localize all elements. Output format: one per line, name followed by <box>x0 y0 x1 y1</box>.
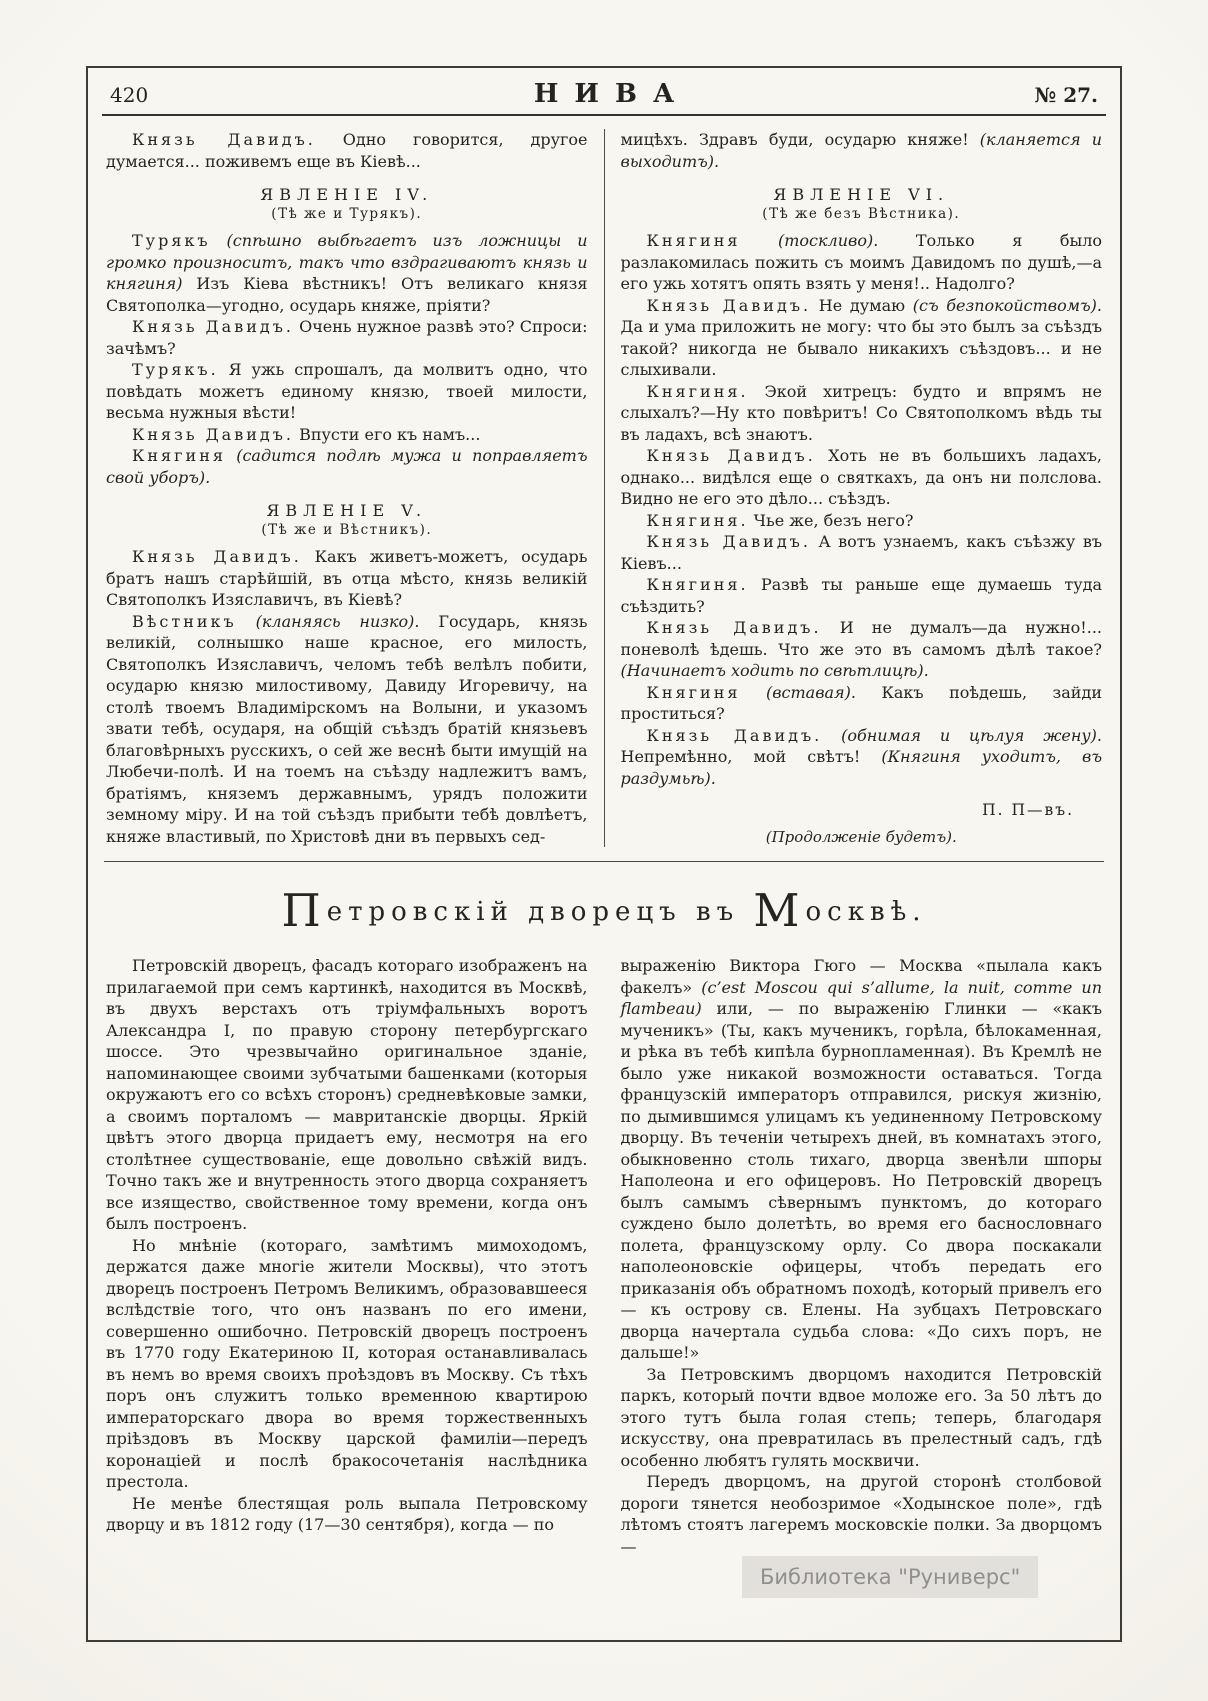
text-run: Не думаю <box>811 295 913 315</box>
play-section <box>102 116 1106 847</box>
speech-paragraph <box>106 129 588 172</box>
character-name: Княгиня <box>646 231 741 250</box>
text-run: Какъ поѣдешь, зайди проститься? <box>620 682 1102 723</box>
article-paragraph <box>621 1471 1103 1557</box>
character-name: Княгиня. <box>646 381 749 401</box>
speech-paragraph <box>106 316 588 359</box>
scene-cast-list: (Тѣ же и Турякъ). <box>271 206 423 222</box>
play-column-left <box>102 129 604 847</box>
text-run: За Петровскимъ дворцомъ находится Петровскій паркъ, который почти вдвое моложе его. За 50 лѣтъ до этого тутъ была голая степь; теперь, благодаря искусству, она превратилась въ прелестный садъ, гдѣ особенно любятъ гулять москвичи. <box>620 1364 1102 1470</box>
speech-paragraph <box>106 611 588 848</box>
article-section <box>102 953 1106 1557</box>
speech-paragraph <box>621 129 1103 172</box>
speech-paragraph <box>621 574 1103 617</box>
speech-paragraph <box>106 546 588 611</box>
speech-paragraph <box>621 445 1103 510</box>
character-name: Князь Давидъ. <box>646 532 811 551</box>
speech-paragraph <box>621 295 1103 381</box>
page-number: 420 <box>110 83 149 107</box>
article-paragraph <box>106 1235 588 1493</box>
scene-cast-list: (Тѣ же безъ Вѣстника). <box>762 206 961 222</box>
character-name: Князь Давидъ. <box>132 130 316 149</box>
character-name: Княгиня <box>132 446 226 465</box>
article-paragraph <box>621 1364 1103 1472</box>
scene-heading: ЯВЛЕНІЕ VI. <box>773 185 950 204</box>
text-run: Одно говорится, другое думается... поживемъ еще въ Кіевѣ... <box>106 130 588 171</box>
play-column-right <box>605 129 1107 847</box>
text-run: Непремѣнно, мой свѣтъ! <box>620 747 882 766</box>
speech-paragraph <box>621 381 1103 446</box>
stage-direction: (Начинаетъ ходить по свѣтлицѣ). <box>620 661 929 680</box>
title-initial: М <box>753 884 806 937</box>
character-name: Турякъ. <box>132 360 219 379</box>
character-name: Князь Давидъ. <box>132 317 294 336</box>
speech-paragraph <box>621 725 1103 790</box>
text-run: Не менѣе блестящая роль выпала Петровскому дворцу и въ 1812 году (17—30 сентября), когда — по <box>106 1493 588 1534</box>
speech-paragraph <box>106 359 588 424</box>
character-name: Вѣстникъ <box>132 611 237 631</box>
library-watermark: Библиотека "Руниверс" <box>742 1556 1038 1598</box>
page-header <box>102 68 1106 116</box>
stage-direction: (съ безпокойствомъ). <box>912 295 1103 315</box>
article-title <box>102 884 1106 937</box>
text-run: Только я было разлакомилась пожить съ моимъ Давидомъ по душѣ,—а его ужь хотятъ опять взять у меня!.. Надолго? <box>620 231 1103 293</box>
text-run: Изъ Кіева вѣстникъ! Отъ великаго князя Святополка—угодно, осударь княже, пріяти? <box>106 274 588 315</box>
text-run: Впусти его къ намъ... <box>294 424 481 444</box>
article-column-right <box>605 955 1107 1557</box>
issue-number: № 27. <box>1034 83 1098 107</box>
character-name: Княгиня. <box>646 575 749 594</box>
speech-paragraph <box>621 510 1103 532</box>
text-run: Какъ живетъ-можетъ, осударь братъ нашъ старѣйшій, въ отца мѣсто, князь великій Святополкъ Изяславичъ, въ Кіевѣ? <box>106 547 588 609</box>
speech-paragraph <box>621 617 1103 682</box>
section-divider-rule <box>104 861 1104 862</box>
character-name: Князь Давидъ. <box>132 547 302 566</box>
text-run: Очень нужное развѣ это? Спроси: зачѣмъ? <box>106 317 588 358</box>
character-name: Турякъ <box>132 231 211 250</box>
page-frame <box>86 66 1122 1642</box>
stage-direction: (кланяется и выходитъ). <box>620 130 1102 171</box>
stage-direction: (вставая). <box>740 682 856 702</box>
speech-paragraph <box>106 424 588 446</box>
text-run: А вотъ узнаемъ, какъ съѣзжу въ Кіевъ... <box>620 532 1103 573</box>
character-name: Княгиня. <box>646 510 749 530</box>
speech-paragraph <box>621 682 1103 725</box>
stage-direction: (спѣшно выбѣгаетъ изъ ложницы и громко произноситъ, такъ что вздрагиваютъ князь и княгиня) <box>106 231 588 293</box>
stage-direction: (садится подлѣ мужа и поправляетъ свой уборъ). <box>106 446 588 487</box>
scene-heading: ЯВЛЕНІЕ IV. <box>260 185 434 204</box>
stage-direction: (c’est Moscou qui s’allume, la nuit, comme un flambeau) <box>620 977 1102 1018</box>
scene-cast-list: (Тѣ же и Вѣстникъ). <box>261 522 433 538</box>
stage-direction: (тоскливо). <box>740 231 879 250</box>
article-paragraph <box>106 955 588 1235</box>
text-run: И не думалъ—да нужно!... поневолѣ ѣдешь. Что же это въ самомъ дѣлѣ такое? <box>620 618 1102 659</box>
masthead-title: НИВА <box>533 79 691 109</box>
text-run: выраженію Виктора Гюго — Москва «пылала какъ факелъ» <box>620 956 1102 997</box>
to-be-continued-note: (Продолженіе будетъ). <box>765 828 957 846</box>
text-run: Чье же, безъ него? <box>748 510 914 530</box>
text-run: Государь, князь великій, солнышко наше красное, его милость, Святополкъ Изяславичъ, челомъ тебѣ велѣлъ побити, осударю князю милостивому, Давиду Игоревичу, на столѣ твоемъ Владимірскомъ на Волыни, и указомъ звати тебѣ, осударя, на общій съѣздъ братій князьевъ благовѣрныхъ русскихъ, о сей же веснѣ быти имущій на Любечи-полѣ. И на тоемъ на съѣзду надлежитъ вамъ, братіямъ, княземъ державнымъ, урядъ положити земному міру. И на той съѣздъ прибыти тебѣ довлѣетъ, княже властивый, по Христовѣ дни въ первыхъ сед- <box>106 611 588 846</box>
speech-paragraph <box>106 230 588 316</box>
stage-direction: (обнимая и цѣлуя жену). <box>822 725 1102 745</box>
character-name: Князь Давидъ. <box>646 446 816 465</box>
text-run: мицѣхъ. Здравъ буди, осударю княже! <box>620 130 980 149</box>
text-run: Я ужь спрошалъ, да молвитъ одно, что повѣдать можетъ единому князю, твоей милости, весьма нужныя вѣсти! <box>106 360 588 422</box>
stage-direction: (Княгиня уходитъ, въ раздумьѣ). <box>620 747 1103 788</box>
text-run: Передъ дворцомъ, на другой сторонѣ столбовой дороги тянется необозримое «Ходынское поле», гдѣ лѣтомъ стоятъ лагеремъ московскіе полки. За дворцомъ — <box>620 1472 1102 1556</box>
character-name: Князь Давидъ. <box>132 424 294 444</box>
title-text: етровскій дворецъ въ <box>326 897 754 927</box>
text-run: Да и ума приложить не могу: что бы это былъ за съѣздъ такой? никогда не бывало никакихъ съѣздовъ... и не слыхивали. <box>620 317 1102 379</box>
speech-paragraph <box>621 230 1103 295</box>
text-run: Но мнѣніе (котораго, замѣтимъ мимоходомъ, держатся даже многіе жители Москвы), что этотъ дворецъ построенъ Петромъ Великимъ, образовавшееся вслѣдствіе того, что онъ названъ по его имени, совершенно ошибочно. Петровскій дворецъ построенъ въ 1770 году Екатериною II, которая останавливалась въ немъ во время своихъ проѣздовъ въ Москву. Съ тѣхъ поръ онъ служитъ только временною квартирою императорскаго двора во время торжественныхъ пріѣздовъ въ Москву царской фамиліи—передъ коронаціей и послѣ бракосочетанія наслѣдника престола. <box>106 1235 588 1491</box>
title-text: осквѣ. <box>805 897 927 927</box>
character-name: Князь Давидъ. <box>646 295 812 315</box>
scene-heading: ЯВЛЕНІЕ V. <box>266 501 428 520</box>
text-run: или, — по выраженію Глинки — «какъ мученикъ» (Ты, какъ мученикъ, горѣла, бѣлокаменная, и рѣка въ тебѣ кипѣла бурнопламенная). Въ Кремлѣ не было уже никакой возможности оставаться. Тогда французскій императоръ отправился, рискуя жизнію, по дымившимся улицамъ къ уединенному Петровскому дворцу. Въ теченіи четырехъ дней, въ комнатахъ этого, обыкновенно столь тихаго, дворца звенѣли шпоры Наполеона и его офицеровъ. Но Петровскій дворецъ былъ самымъ сѣвернымъ пунктомъ, до котораго суждено было долетѣть, во время его баснословнаго полета, французскому орлу. Со двора поскакали наполеоновскіе офицеры, чтобъ передать его приказанія объ обратномъ походѣ, который привелъ его — къ острову св. Елены. На зубцахъ Петровскаго дворца начертала судьба слова: «До сихъ поръ, не дальше!» <box>620 999 1102 1362</box>
stage-direction: (кланяясь низко). <box>236 611 420 631</box>
title-initial: П <box>281 884 327 937</box>
article-paragraph <box>106 1493 588 1536</box>
article-column-left <box>102 955 604 1557</box>
character-name: Княгиня <box>646 682 741 702</box>
text-run: Развѣ ты раньше еще думаешь туда съѣздить? <box>620 575 1102 616</box>
speech-paragraph <box>106 445 588 488</box>
text-run: Экой хитрецъ: будто и впрямъ не слыхалъ?—Ну кто повѣритъ! Со Святополкомъ вѣдь ты въ ладахъ, всѣ знаютъ. <box>620 381 1102 444</box>
author-signature: П. П—въ. <box>982 801 1074 819</box>
character-name: Князь Давидъ. <box>646 618 822 637</box>
text-run: Хоть не въ большихъ ладахъ, однако... видѣлся еще о святкахъ, да онъ ни полслова. Видно не его это дѣло... съѣздъ. <box>620 446 1103 508</box>
speech-paragraph <box>621 531 1103 574</box>
text-run: Петровскій дворецъ, фасадъ котораго изображенъ на прилагаемой при семъ картинкѣ, находится въ Москвѣ, въ двухъ верстахъ отъ тріумфальныхъ воротъ Александра I, по правую сторону петербургскаго шоссе. Это чрезвычайно оригинальное зданіе, напоминающее своими зубчатыми башенками (которыя окружаютъ его со всѣхъ сторонъ) средневѣковые замки, а своимъ порталомъ — мавританскіе дворцы. Яркій цвѣтъ этого дворца придаетъ ему, несмотря на его столѣтнее существованіе, еще довольно свѣжій видъ. Точно такъ же и внутренность этого дворца сохраняетъ все изящество, свойственное тому времени, когда онъ былъ построенъ. <box>106 956 588 1233</box>
article-paragraph <box>621 955 1103 1364</box>
character-name: Князь Давидъ. <box>646 725 823 745</box>
